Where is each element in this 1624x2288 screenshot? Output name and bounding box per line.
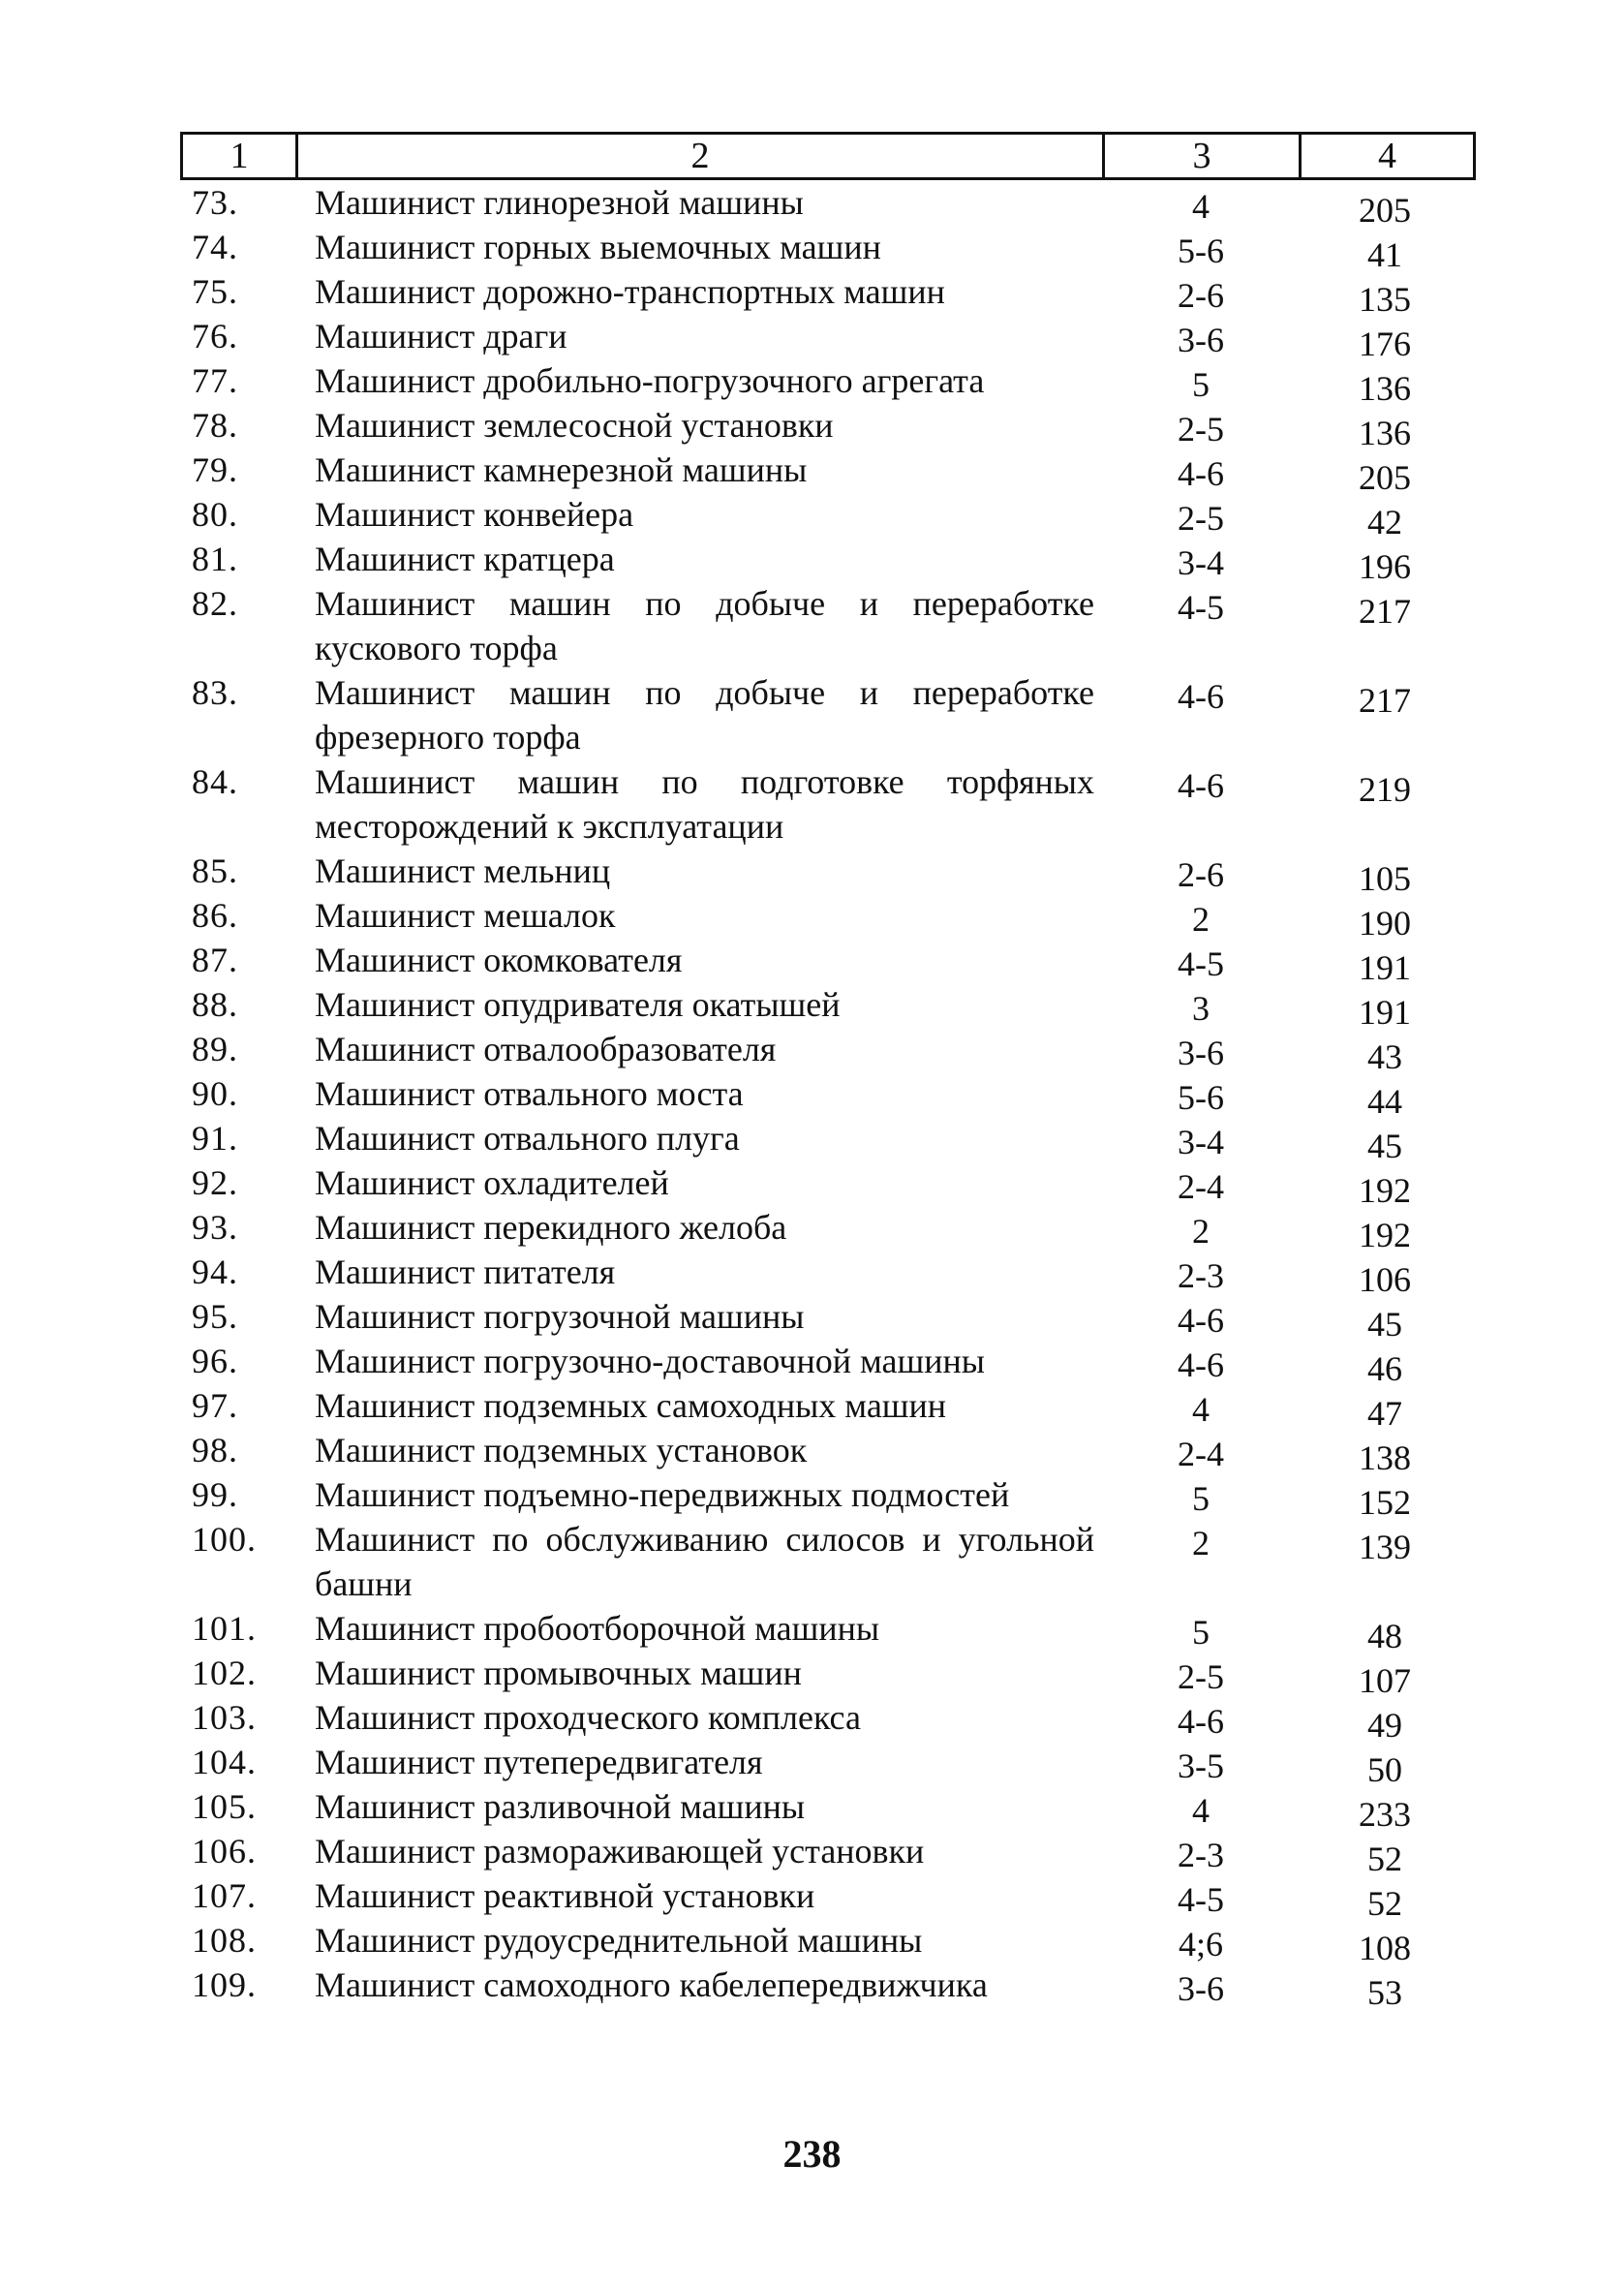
- profession-name: Машинист машин по добыче и переработке кускового торфа: [315, 584, 1094, 667]
- profession-name: Машинист промывочных машин: [315, 1654, 802, 1692]
- page-ref: 217: [1359, 681, 1411, 720]
- grade-range: 4: [1192, 187, 1210, 226]
- grade-range: 3-6: [1178, 1034, 1224, 1072]
- table-row: [0, 448, 1624, 497]
- page-number: 238: [782, 2132, 842, 2176]
- grade-range: 4-5: [1178, 588, 1224, 627]
- grade-range: 3: [1192, 989, 1210, 1028]
- page-ref: 191: [1359, 948, 1411, 987]
- page-ref: 135: [1359, 280, 1411, 319]
- row-number: 96.: [192, 1342, 238, 1380]
- grade-range: 4;6: [1178, 1925, 1223, 1963]
- row-number: 73.: [192, 183, 238, 222]
- table-row: [0, 849, 1624, 898]
- row-number: 93.: [192, 1208, 238, 1247]
- table-row: [0, 1963, 1624, 2012]
- page-ref: 45: [1367, 1127, 1402, 1165]
- row-number: 101.: [192, 1609, 257, 1648]
- profession-name: Машинист охладителей: [315, 1163, 669, 1202]
- profession-name: Машинист машин по подготовке торфяных месторождений к эксплуатации: [315, 762, 1094, 846]
- row-number: 81.: [192, 540, 238, 578]
- table-row: [0, 1918, 1624, 1967]
- grade-range: 4-6: [1178, 677, 1224, 716]
- table-row: [0, 358, 1624, 408]
- row-number: 87.: [192, 941, 238, 979]
- table-row: [0, 180, 1624, 230]
- row-number: 90.: [192, 1074, 238, 1113]
- grade-range: 4-6: [1178, 766, 1224, 805]
- page-ref: 47: [1367, 1394, 1402, 1433]
- profession-name: Машинист подземных самоходных машин: [315, 1386, 947, 1425]
- profession-name: Машинист дорожно-транспортных машин: [315, 272, 945, 311]
- table-row: [0, 1740, 1624, 1789]
- row-number: 95.: [192, 1297, 238, 1336]
- profession-name: Машинист реактивной установки: [315, 1876, 815, 1915]
- grade-range: 3-6: [1178, 1969, 1224, 2008]
- profession-name: Машинист отвального плуга: [315, 1119, 740, 1158]
- table-body: [0, 180, 1624, 2012]
- grade-range: 4: [1192, 1390, 1210, 1429]
- page-ref: 191: [1359, 993, 1411, 1032]
- page-ref: 106: [1359, 1260, 1411, 1299]
- row-number: 89.: [192, 1030, 238, 1068]
- table-row: [0, 1250, 1624, 1299]
- grade-range: 4-6: [1178, 454, 1224, 493]
- row-number: 98.: [192, 1431, 238, 1469]
- profession-name: Машинист машин по добыче и переработке фрезерного торфа: [315, 673, 1094, 757]
- table-row: [0, 759, 1624, 849]
- table-row: [0, 1606, 1624, 1655]
- page-ref: 107: [1359, 1661, 1411, 1700]
- header-col-3: 3: [1102, 132, 1302, 180]
- table-row: [0, 403, 1624, 452]
- table-row: [0, 1383, 1624, 1433]
- profession-name: Машинист разливочной машины: [315, 1787, 806, 1826]
- grade-range: 2: [1192, 1212, 1210, 1251]
- profession-name: Машинист проходческого комплекса: [315, 1698, 861, 1737]
- profession-name: Машинист подъемно-передвижных подмостей: [315, 1475, 1010, 1514]
- table-row: [0, 1695, 1624, 1745]
- profession-name: Машинист рудоусреднительной машины: [315, 1921, 923, 1960]
- grade-range: 4: [1192, 1791, 1210, 1830]
- grade-range: 5: [1192, 1479, 1210, 1518]
- grade-range: 3-4: [1178, 1123, 1224, 1161]
- profession-name: Машинист окомкователя: [315, 941, 683, 979]
- table-row: [0, 1116, 1624, 1165]
- profession-name: Машинист самоходного кабелепередвижчика: [315, 1965, 988, 2004]
- grade-range: 5: [1192, 1613, 1210, 1652]
- table-row: [0, 1160, 1624, 1210]
- table-row: [0, 893, 1624, 943]
- profession-name: Машинист глинорезной машины: [315, 183, 804, 222]
- row-number: 107.: [192, 1876, 257, 1915]
- profession-name: Машинист отвалообразователя: [315, 1030, 777, 1068]
- table-row: [0, 269, 1624, 319]
- page-ref: 52: [1367, 1840, 1402, 1878]
- page-ref: 219: [1359, 770, 1411, 809]
- grade-range: 5-6: [1178, 232, 1224, 270]
- grade-range: 2-3: [1178, 1256, 1224, 1295]
- profession-name: Машинист подземных установок: [315, 1431, 808, 1469]
- profession-name: Машинист опудривателя окатышей: [315, 985, 841, 1024]
- table-row: [0, 314, 1624, 363]
- grade-range: 2-6: [1178, 855, 1224, 894]
- header-col-2: 2: [295, 132, 1105, 180]
- profession-name: Машинист по обслуживанию силосов и угольной башни: [315, 1520, 1094, 1603]
- page-ref: 45: [1367, 1305, 1402, 1344]
- row-number: 109.: [192, 1965, 257, 2004]
- profession-name: Машинист питателя: [315, 1252, 616, 1291]
- page-ref: 52: [1367, 1884, 1402, 1923]
- table-row: [0, 1294, 1624, 1344]
- table-row: [0, 1784, 1624, 1834]
- page-ref: 105: [1359, 859, 1411, 898]
- grade-range: 3-5: [1178, 1747, 1224, 1785]
- table-row: [0, 1829, 1624, 1878]
- row-number: 91.: [192, 1119, 238, 1158]
- grade-range: 4-5: [1178, 1880, 1224, 1919]
- row-number: 76.: [192, 317, 238, 356]
- profession-name: Машинист землесосной установки: [315, 406, 834, 445]
- row-number: 85.: [192, 851, 238, 890]
- row-number: 92.: [192, 1163, 238, 1202]
- page-ref: 136: [1359, 369, 1411, 408]
- page-ref: 49: [1367, 1706, 1402, 1745]
- row-number: 106.: [192, 1832, 257, 1871]
- grade-range: 4-6: [1178, 1345, 1224, 1384]
- table-row: [0, 1205, 1624, 1254]
- grade-range: 2-5: [1178, 1657, 1224, 1696]
- row-number: 94.: [192, 1252, 238, 1291]
- row-number: 77.: [192, 361, 238, 400]
- row-number: 79.: [192, 450, 238, 489]
- page-ref: 205: [1359, 458, 1411, 497]
- profession-name: Машинист погрузочной машины: [315, 1297, 805, 1336]
- page-ref: 53: [1367, 1973, 1402, 2012]
- grade-range: 2: [1192, 900, 1210, 939]
- table-row: [0, 982, 1624, 1032]
- row-number: 84.: [192, 762, 238, 801]
- table-row: [0, 1873, 1624, 1923]
- grade-range: 3-4: [1178, 543, 1224, 582]
- header-col-1: 1: [180, 132, 298, 180]
- grade-range: 2-3: [1178, 1836, 1224, 1874]
- profession-name: Машинист отвального моста: [315, 1074, 744, 1113]
- page-ref: 42: [1367, 503, 1402, 541]
- row-number: 103.: [192, 1698, 257, 1737]
- table-row: [0, 492, 1624, 541]
- grade-range: 2-5: [1178, 410, 1224, 448]
- page-ref: 217: [1359, 592, 1411, 631]
- page-ref: 192: [1359, 1216, 1411, 1254]
- profession-name: Машинист конвейера: [315, 495, 634, 534]
- page-ref: 196: [1359, 547, 1411, 586]
- grade-range: 5: [1192, 365, 1210, 404]
- page-ref: 233: [1359, 1795, 1411, 1834]
- row-number: 108.: [192, 1921, 257, 1960]
- header-col-4: 4: [1299, 132, 1476, 180]
- table-row: [0, 938, 1624, 987]
- table-row: [0, 581, 1624, 670]
- table-row: [0, 1339, 1624, 1388]
- grade-range: 3-6: [1178, 321, 1224, 359]
- page-ref: 41: [1367, 235, 1402, 274]
- profession-name: Машинист горных выемочных машин: [315, 228, 881, 266]
- profession-name: Машинист кратцера: [315, 540, 615, 578]
- page-ref: 205: [1359, 191, 1411, 230]
- page-ref: 43: [1367, 1037, 1402, 1076]
- profession-name: Машинист размораживающей установки: [315, 1832, 925, 1871]
- table-row: [0, 1071, 1624, 1121]
- grade-range: 2-5: [1178, 499, 1224, 538]
- page-ref: 108: [1359, 1929, 1411, 1967]
- grade-range: 2-4: [1178, 1435, 1224, 1473]
- row-number: 97.: [192, 1386, 238, 1425]
- page-ref: 138: [1359, 1438, 1411, 1477]
- page-ref: 192: [1359, 1171, 1411, 1210]
- row-number: 104.: [192, 1743, 257, 1781]
- table-row: [0, 1651, 1624, 1700]
- page-ref: 50: [1367, 1750, 1402, 1789]
- page-ref: 44: [1367, 1082, 1402, 1121]
- grade-range: 4-5: [1178, 944, 1224, 983]
- row-number: 105.: [192, 1787, 257, 1826]
- row-number: 102.: [192, 1654, 257, 1692]
- profession-name: Машинист погрузочно-доставочной машины: [315, 1342, 985, 1380]
- profession-name: Машинист пробоотборочной машины: [315, 1609, 880, 1648]
- table-row: [0, 1027, 1624, 1076]
- table-row: [0, 1472, 1624, 1522]
- grade-range: 4-6: [1178, 1702, 1224, 1741]
- table-row: [0, 225, 1624, 274]
- table-row: [0, 537, 1624, 586]
- row-number: 74.: [192, 228, 238, 266]
- page-ref: 46: [1367, 1349, 1402, 1388]
- table-row: [0, 670, 1624, 759]
- profession-name: Машинист путепередвигателя: [315, 1743, 763, 1781]
- page-ref: 48: [1367, 1617, 1402, 1655]
- grade-range: 5-6: [1178, 1078, 1224, 1117]
- grade-range: 4-6: [1178, 1301, 1224, 1340]
- page-ref: 139: [1359, 1528, 1411, 1566]
- grade-range: 2-4: [1178, 1167, 1224, 1206]
- table-row: [0, 1428, 1624, 1477]
- page-ref: 190: [1359, 904, 1411, 943]
- page-ref: 152: [1359, 1483, 1411, 1522]
- row-number: 80.: [192, 495, 238, 534]
- row-number: 78.: [192, 406, 238, 445]
- profession-name: Машинист дробильно-погрузочного агрегата: [315, 361, 985, 400]
- row-number: 83.: [192, 673, 238, 712]
- row-number: 88.: [192, 985, 238, 1024]
- profession-name: Машинист мельниц: [315, 851, 611, 890]
- row-number: 99.: [192, 1475, 238, 1514]
- row-number: 82.: [192, 584, 238, 623]
- grade-range: 2-6: [1178, 276, 1224, 315]
- row-number: 100.: [192, 1520, 257, 1559]
- profession-name: Машинист перекидного желоба: [315, 1208, 787, 1247]
- profession-name: Машинист мешалок: [315, 896, 616, 935]
- row-number: 75.: [192, 272, 238, 311]
- row-number: 86.: [192, 896, 238, 935]
- grade-range: 2: [1192, 1524, 1210, 1562]
- table-row: [0, 1517, 1624, 1606]
- profession-name: Машинист драги: [315, 317, 567, 356]
- profession-name: Машинист камнерезной машины: [315, 450, 808, 489]
- page-ref: 176: [1359, 325, 1411, 363]
- page-ref: 136: [1359, 414, 1411, 452]
